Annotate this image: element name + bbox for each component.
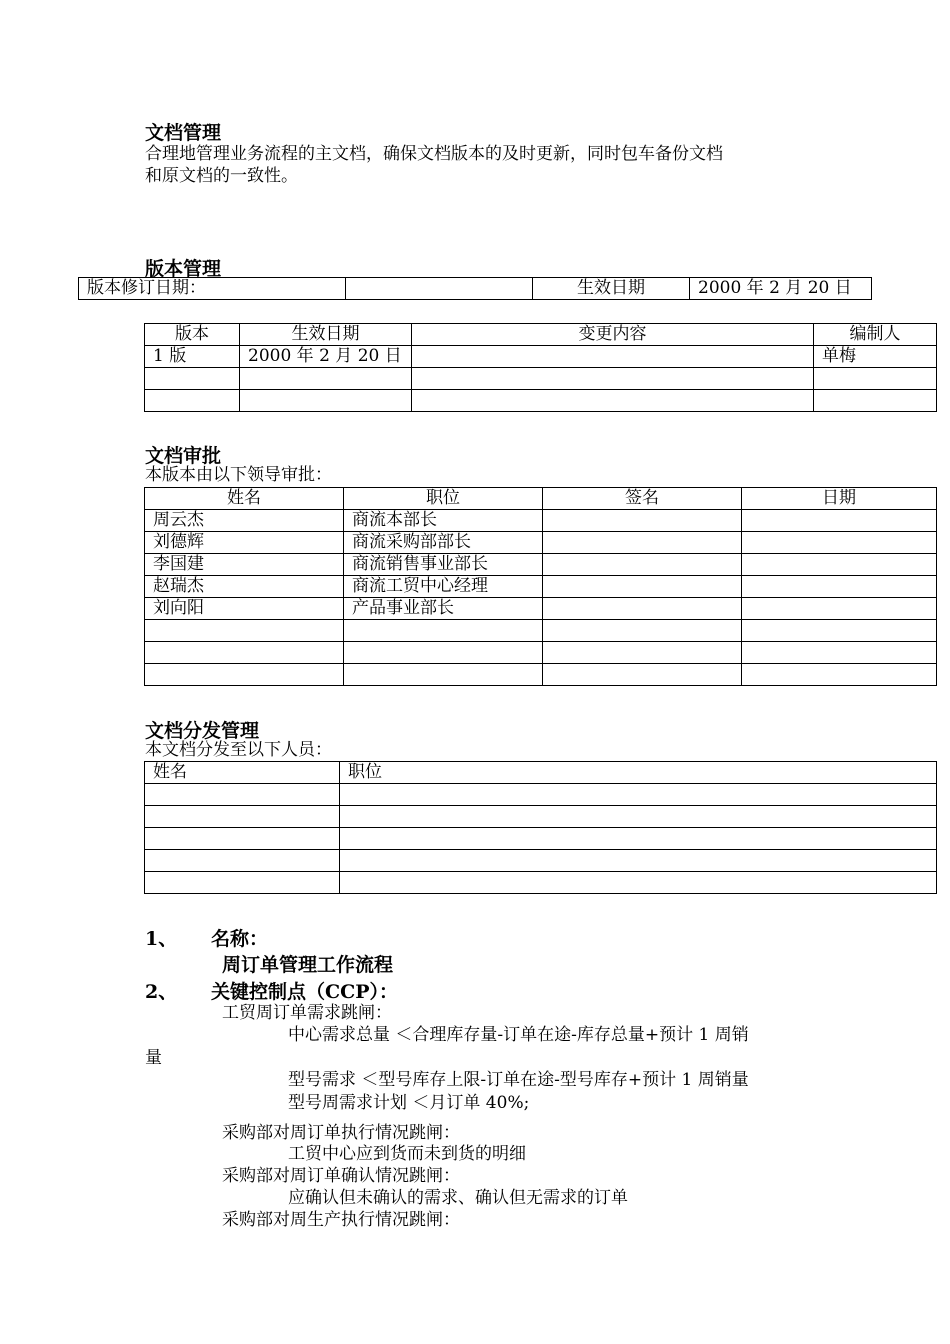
ccp-item-1-line-2: 型号需求 ＜型号库存上限-订单在途-型号库存+预计 1 周销量	[288, 1070, 749, 1090]
table-cell	[145, 390, 240, 412]
table-cell	[340, 806, 937, 828]
approver-date	[742, 620, 937, 642]
distribution-table	[144, 761, 937, 894]
table-header-row	[145, 762, 937, 784]
table-row	[145, 642, 937, 664]
col-header: 变更内容	[412, 324, 814, 346]
table-cell	[145, 828, 340, 850]
table-row	[145, 554, 937, 576]
effective-date-value: 2000 年 2 月 20 日	[690, 278, 872, 300]
approver-date	[742, 510, 937, 532]
distribution-intro: 本文档分发至以下人员：	[145, 740, 332, 760]
approver-name	[145, 620, 344, 642]
table-cell	[145, 850, 340, 872]
approver-date	[742, 642, 937, 664]
revise-date-value	[346, 278, 533, 300]
approver-signature	[543, 554, 742, 576]
approver-signature	[543, 510, 742, 532]
section2-number: 2、	[145, 981, 178, 1003]
approver-position: 商流采购部部长	[344, 532, 543, 554]
table-row	[145, 390, 937, 412]
approver-signature	[543, 620, 742, 642]
approver-position	[344, 664, 543, 686]
table-row	[145, 368, 937, 390]
approver-date	[742, 664, 937, 686]
table-header-row	[145, 324, 937, 346]
section1-value: 周订单管理工作流程	[222, 954, 394, 976]
version-mgmt-title: 版本管理	[145, 258, 222, 280]
ccp-item-1-line-3: 型号周需求计划 ＜月订单 40%;	[288, 1093, 530, 1113]
approval-intro: 本版本由以下领导审批：	[145, 465, 332, 485]
table-cell	[240, 390, 412, 412]
table-cell	[814, 368, 937, 390]
table-row	[145, 828, 937, 850]
table-cell	[145, 806, 340, 828]
table-row	[145, 806, 937, 828]
approver-name: 刘德辉	[145, 532, 344, 554]
section1-number: 1、	[145, 928, 178, 950]
approver-signature	[543, 576, 742, 598]
table-row	[145, 872, 937, 894]
ccp-item-3: 采购部对周订单确认情况跳闸：	[222, 1166, 460, 1186]
section2-label: 关键控制点（CCP）：	[211, 981, 399, 1003]
table-cell: 1 版	[145, 346, 240, 368]
effective-date-label: 生效日期	[533, 278, 690, 300]
table-row	[145, 532, 937, 554]
table-cell	[340, 850, 937, 872]
col-header: 日期	[742, 488, 937, 510]
table-row	[145, 850, 937, 872]
table-cell	[340, 828, 937, 850]
table-row	[145, 664, 937, 686]
version-summary-table	[78, 277, 872, 300]
ccp-item-2-line-1: 工贸中心应到货而未到货的明细	[288, 1144, 526, 1164]
table-row	[145, 598, 937, 620]
table-cell: 单梅	[814, 346, 937, 368]
table-header-row	[145, 488, 937, 510]
table-row	[145, 510, 937, 532]
approver-position: 商流销售事业部长	[344, 554, 543, 576]
approver-name	[145, 642, 344, 664]
table-cell	[145, 784, 340, 806]
table-cell	[145, 368, 240, 390]
approver-name	[145, 664, 344, 686]
revise-date-label: 版本修订日期：	[79, 278, 346, 300]
ccp-item-1-line-1-cont: 量	[145, 1048, 162, 1068]
table-row	[145, 346, 937, 368]
col-header: 编制人	[814, 324, 937, 346]
table-row	[145, 784, 937, 806]
table-cell	[340, 784, 937, 806]
approver-position	[344, 642, 543, 664]
approver-name: 刘向阳	[145, 598, 344, 620]
ccp-item-1: 工贸周订单需求跳闸：	[222, 1003, 392, 1023]
table-cell	[145, 872, 340, 894]
ccp-item-2: 采购部对周订单执行情况跳闸：	[222, 1123, 460, 1143]
approver-date	[742, 598, 937, 620]
approval-table	[144, 487, 937, 686]
col-header: 姓名	[145, 488, 344, 510]
col-header: 签名	[543, 488, 742, 510]
approver-name: 赵瑞杰	[145, 576, 344, 598]
ccp-item-3-line-1: 应确认但未确认的需求、确认但无需求的订单	[288, 1188, 628, 1208]
approver-signature	[543, 598, 742, 620]
table-cell	[412, 368, 814, 390]
approver-signature	[543, 642, 742, 664]
approval-title: 文档审批	[145, 445, 222, 467]
approver-date	[742, 576, 937, 598]
approver-position: 商流本部长	[344, 510, 543, 532]
distribution-title: 文档分发管理	[145, 720, 260, 742]
col-header: 职位	[344, 488, 543, 510]
col-header: 姓名	[145, 762, 340, 784]
doc-mgmt-desc-line1: 合理地管理业务流程的主文档，确保文档版本的及时更新，同时包车备份文档	[145, 144, 723, 164]
version-history-table	[144, 323, 937, 412]
table-cell	[814, 390, 937, 412]
ccp-item-1-line-1: 中心需求总量 ＜合理库存量-订单在途-库存总量+预计 1 周销	[288, 1025, 749, 1045]
doc-mgmt-title: 文档管理	[145, 122, 222, 144]
approver-position: 商流工贸中心经理	[344, 576, 543, 598]
approver-date	[742, 554, 937, 576]
col-header: 职位	[340, 762, 937, 784]
approver-signature	[543, 532, 742, 554]
table-cell	[412, 390, 814, 412]
table-cell	[412, 346, 814, 368]
approver-position	[344, 620, 543, 642]
doc-mgmt-desc-line2: 和原文档的一致性。	[145, 166, 298, 186]
approver-position: 产品事业部长	[344, 598, 543, 620]
table-row	[145, 576, 937, 598]
table-cell	[240, 368, 412, 390]
col-header: 生效日期	[240, 324, 412, 346]
table-cell	[340, 872, 937, 894]
col-header: 版本	[145, 324, 240, 346]
approver-name: 李国建	[145, 554, 344, 576]
ccp-item-4: 采购部对周生产执行情况跳闸：	[222, 1210, 460, 1230]
approver-signature	[543, 664, 742, 686]
table-row	[145, 620, 937, 642]
approver-date	[742, 532, 937, 554]
section1-label: 名称：	[211, 928, 269, 950]
table-cell: 2000 年 2 月 20 日	[240, 346, 412, 368]
approver-name: 周云杰	[145, 510, 344, 532]
